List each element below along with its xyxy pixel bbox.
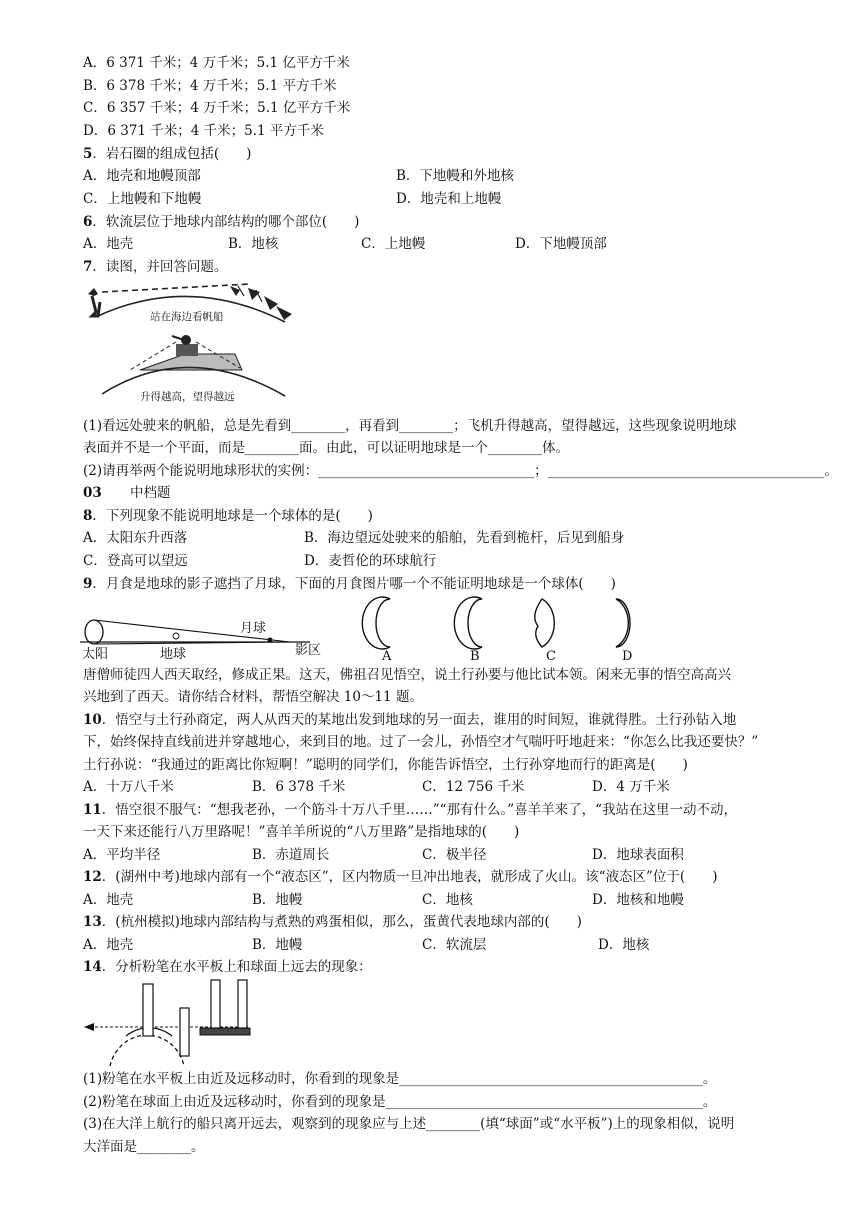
q6-option-d: D．下地幔顶部: [515, 236, 607, 252]
chalk-on-sphere-2: [180, 1008, 189, 1056]
q6-number: 6: [83, 214, 93, 230]
q10-line-1: [83, 711, 736, 729]
q5-option-c: C．上地幔和下地幔: [83, 191, 202, 207]
q14-part2: (2)粉笔在球面上由近及远移动时，你看到的现象是_______________________________________________。: [83, 1094, 717, 1110]
q7-number: 7: [83, 259, 93, 275]
eclipse-c-label: C: [546, 649, 556, 662]
height-observer-icon: [130, 335, 242, 370]
q4-option-d: D．6 371 千米；4 千米；5.1 平方千米: [83, 123, 324, 139]
section-number: 03: [83, 485, 102, 501]
sun-icon: [85, 620, 103, 644]
horizontal-board: [200, 1028, 250, 1035]
q5-text: ．岩石圈的组成包括( ): [92, 146, 252, 162]
q7-part1-line2: 表面并不是一个平面，而是________面。由此，可以证明地球是一个________体。: [83, 440, 569, 456]
q11-option-a: A．平均半径: [83, 847, 161, 863]
q7-figure-label-2: 升得越高，望得越远: [140, 391, 235, 403]
q14-part3-line1: (3)在大洋上航行的船只离开远去，观察到的现象应与上述________(填“球面”或“水平板”)上的现象相似，说明: [83, 1116, 735, 1132]
eclipse-a-label: A: [382, 649, 392, 662]
q14-text: ．分析粉笔在水平板上和球面上远去的现象：: [101, 959, 372, 975]
q13-text: ．(杭州模拟)地球内部结构与煮熟的鸡蛋相似，那么，蛋黄代表地球内部的( ): [101, 914, 582, 930]
q10-line-2: 下，始终保持直线前进并穿越地心，来到目的地。过了一会儿，孙悟空才气喘吁吁地赶来：“你怎么比我还要快？”: [83, 734, 759, 750]
q6-option-a: A．地壳: [83, 236, 134, 252]
q4-option-b: B．6 378 千米；4 万千米；5.1 平方千米: [83, 78, 337, 94]
observer-icon: [88, 288, 100, 316]
q13-number: 13: [83, 914, 102, 930]
q5-option-b: B．下地幔和外地核: [396, 168, 514, 184]
q12-stem: [83, 868, 717, 886]
q12-option-c: C．地核: [422, 892, 473, 908]
q12-option-d: D．地核和地幔: [592, 892, 684, 908]
q5-stem: [83, 145, 251, 163]
q8-option-b: B．海边望远处驶来的船舶，先看到桅杆，后见到船身: [304, 530, 625, 546]
eclipse-a-icon: [362, 597, 390, 649]
sailboat-icon: [230, 286, 292, 320]
q9-number: 9: [83, 576, 93, 592]
eclipse-b-label: B: [470, 649, 480, 662]
q8-number: 8: [83, 508, 93, 524]
eclipse-b-icon: [454, 597, 482, 649]
moon-dot: [268, 638, 273, 643]
q5-option-a: A．地壳和地幔顶部: [83, 168, 201, 184]
q7-part2: (2)请再举两个能说明地球形状的实例：________________________________；_________________________________________。: [83, 463, 838, 479]
q14-figure: [80, 978, 280, 1068]
section-title: 中档题: [130, 485, 171, 501]
q6-stem: [83, 213, 359, 231]
story-line-1: 唐僧师徒四人西天取经，修成正果。这天，佛祖召见悟空，说土行孙要与他比试本领。闲来无事的悟空高高兴: [83, 667, 731, 683]
q12-text: ．(湖州中考)地球内部有一个“液态区”，区内物质一旦冲出地表，就形成了火山。该“液态区”位于( ): [101, 869, 718, 885]
q13-option-d: D．地核: [598, 937, 650, 953]
q11-number: 11: [83, 802, 102, 818]
q8-option-c: C．登高可以望远: [83, 553, 188, 569]
earth-dot: [173, 633, 179, 639]
q4-option-c: C．6 357 千米；4 万千米；5.1 亿平方千米: [83, 100, 351, 116]
q8-text: ．下列现象不能说明地球是一个球体的是( ): [92, 508, 373, 524]
q8-stem: [83, 507, 373, 525]
q13-option-c: C．软流层: [422, 937, 487, 953]
q10-option-b: B．6 378 千米: [252, 779, 346, 795]
q14-number: 14: [83, 959, 102, 975]
q9-text: ．月食是地球的影子遮挡了月球，下面的月食图片哪一个不能证明地球是一个球体( ): [92, 576, 616, 592]
q10-number: 10: [83, 712, 102, 728]
sun-label: 太阳: [82, 647, 109, 662]
q9-stem: [83, 575, 616, 593]
q8-option-d: D．麦哲伦的环球航行: [304, 553, 437, 569]
q7-figure: [80, 282, 300, 410]
q6-option-c: C．上地幔: [361, 236, 426, 252]
q13-option-b: B．地幔: [252, 937, 303, 953]
chalk-on-sphere-1: [143, 984, 153, 1036]
eclipse-d-icon: [616, 599, 630, 647]
q14-stem: [83, 958, 372, 976]
story-line-2: 兴地到了西天。请你结合材料，帮悟空解决 10～11 题。: [83, 689, 423, 705]
q7-stem: [83, 258, 227, 276]
q7-figure-label-1: 站在海边看帆船: [150, 311, 224, 323]
eclipse-c-icon: [535, 599, 555, 647]
q12-number: 12: [83, 869, 102, 885]
q6-option-b: B．地核: [228, 236, 279, 252]
q13-stem: [83, 913, 582, 931]
chalk-on-board-2: [238, 980, 247, 1028]
q10-line-3: 土行孙说：“我通过的距离比你短啊！”聪明的同学们，你能告诉悟空，土行孙穿地而行的距离是( ): [83, 757, 688, 773]
q8-option-a: A．太阳东升西落: [83, 530, 188, 546]
q13-option-a: A．地壳: [83, 937, 134, 953]
q14-part1: (1)粉笔在水平板上由近及远移动时，你看到的现象是_____________________________________________。: [83, 1071, 717, 1087]
q12-option-b: B．地幔: [252, 892, 303, 908]
q11-option-b: B．赤道周长: [252, 847, 330, 863]
q10-option-a: A．十万八千米: [83, 779, 174, 795]
q12-option-a: A．地壳: [83, 892, 134, 908]
q7-part1-line1: (1)看远处驶来的帆船，总是先看到________，再看到________；飞机升得越高，望得越远，这些现象说明地球: [83, 418, 737, 434]
q11-text-1: ．悟空很不服气：“想我老孙，一个筋斗十万八千里……”“那有什么。”喜羊羊来了，“我站在这里一动不动，: [101, 802, 738, 818]
q5-number: 5: [83, 146, 93, 162]
q11-option-c: C．极半径: [422, 847, 487, 863]
q10-text-1: ．悟空与土行孙商定，两人从西天的某地出发到地球的另一面去，谁用的时间短，谁就得胜。土行孙钻入地: [101, 712, 737, 728]
moon-label: 月球: [240, 621, 267, 636]
q6-text: ．软流层位于地球内部结构的哪个部位( ): [92, 214, 360, 230]
q10-option-c: C．12 756 千米: [422, 779, 525, 795]
q11-option-d: D．地球表面积: [592, 847, 684, 863]
q11-line-1: [83, 801, 737, 819]
q7-text: ．读图，并回答问题。: [92, 259, 228, 275]
q5-option-d: D．地壳和上地幔: [396, 191, 502, 207]
chalk-on-board-1: [211, 980, 220, 1028]
shadow-label: 影区: [295, 643, 322, 658]
eclipse-d-label: D: [622, 649, 633, 662]
q10-option-d: D．4 万千米: [592, 779, 670, 795]
q14-part3-line2: 大洋面是________。: [83, 1139, 205, 1155]
q9-figure: [80, 596, 660, 662]
q11-line-2: 一天下来还能行八万里路呢！”喜羊羊所说的“八万里路”是指地球的( ): [83, 824, 520, 840]
earth-label: 地球: [160, 647, 187, 662]
q4-option-a: A．6 371 千米；4 万千米；5.1 亿平方千米: [83, 55, 350, 71]
